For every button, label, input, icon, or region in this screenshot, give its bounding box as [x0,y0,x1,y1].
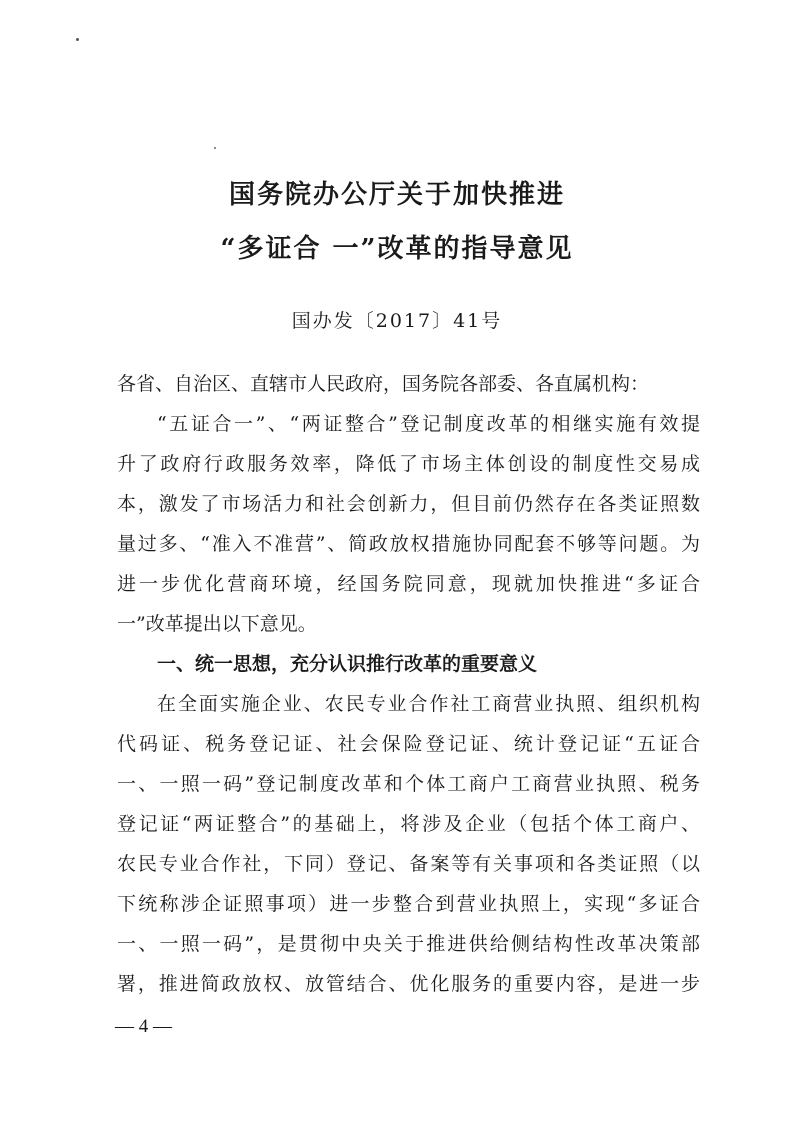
body-line: 署，推进简政放权、放管结合、优化服务的重要内容，是进一步 [117,973,700,995]
body-line: 在全面实施企业、农民专业合作社工商营业执照、组织机构 [157,693,700,715]
scan-speck [214,147,216,149]
body-line: 农民专业合作社，下同）登记、备案等有关事项和各类证照（以 [117,853,700,875]
body-line: 代码证、税务登记证、社会保险登记证、统计登记证“五证合 [117,733,700,755]
body-line: 升了政府行政服务效率，降低了市场主体创设的制度性交易成 [117,453,700,475]
document-title-line-1: 国务院办公厅关于加快推进 [228,180,565,210]
body-line: 登记证“两证整合”的基础上，将涉及企业（包括个体工商户、 [117,813,700,835]
body-line: 下统称涉企证照事项）进一步整合到营业执照上，实现“多证合 [117,893,700,915]
body-line: 一、一照一码”，是贯彻中央关于推进供给侧结构性改革决策部 [117,933,700,955]
section-heading: 一、统一思想，充分认识推行改革的重要意义 [157,653,538,675]
document-title-line-2: “多证合 一”改革的指导意见 [220,234,574,264]
page-number: — 4 — [115,1016,172,1037]
scan-speck [76,38,79,41]
document-number: 国办发〔2017〕41号 [291,310,503,332]
body-line: 一、一照一码”登记制度改革和个体工商户工商营业执照、税务 [117,773,700,795]
body-line: 一”改革提出以下意见。 [117,613,317,635]
body-line: “五证合一”、“两证整合”登记制度改革的相继实施有效提 [157,413,700,435]
body-line: 本，激发了市场活力和社会创新力，但目前仍然存在各类证照数 [117,493,700,515]
body-line: 进一步优化营商环境，经国务院同意，现就加快推进“多证合 [117,573,700,595]
body-line: 量过多、“准入不准营”、简政放权措施协同配套不够等问题。为 [117,533,700,555]
addressee-line: 各省、自治区、直辖市人民政府，国务院各部委、各直属机构： [117,373,650,395]
